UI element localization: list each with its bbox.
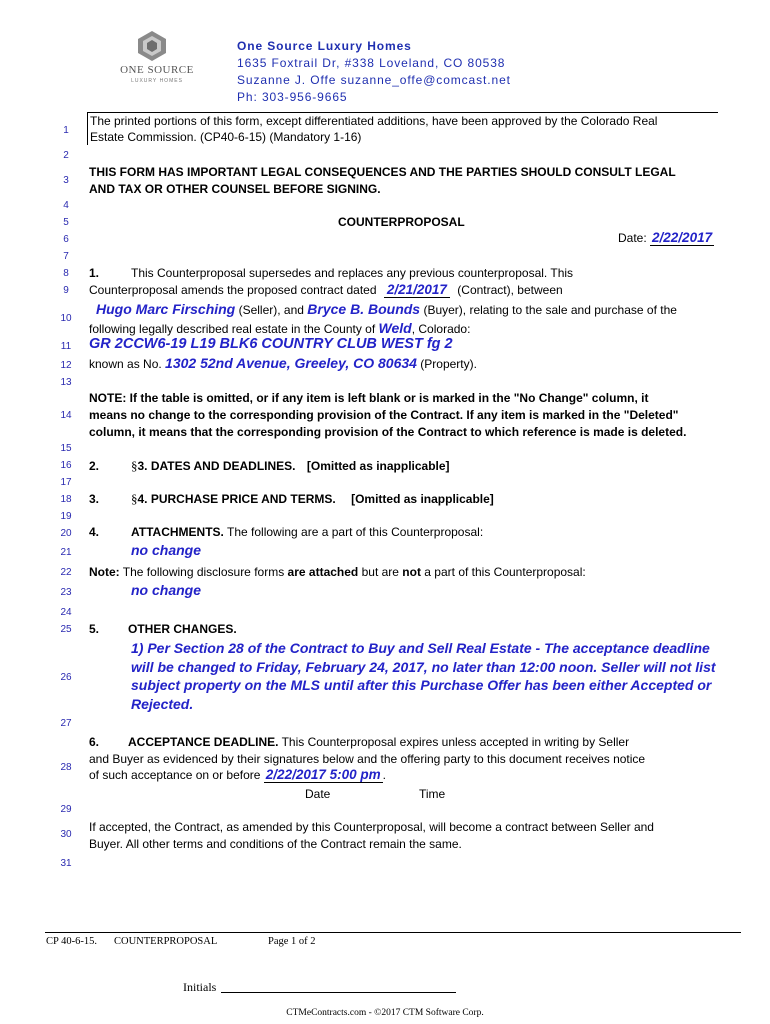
section-1-county-line: following legally described real estate in the County of Weld, Colorado: <box>89 320 471 336</box>
logo-subtitle: LUXURY HOMES <box>131 78 183 84</box>
line-number: 19 <box>60 511 72 522</box>
section-3-number: 3. <box>89 492 100 506</box>
company-name: One Source Luxury Homes <box>237 39 412 53</box>
line-number: 4 <box>63 200 69 211</box>
line-number: 25 <box>60 624 72 635</box>
other-changes-line: Rejected. <box>131 695 194 712</box>
legal-warning-line: AND TAX OR OTHER COUNSEL BEFORE SIGNING. <box>89 182 381 196</box>
omitted-status: [Omitted as inapplicable] <box>306 459 450 473</box>
closing-line: Buyer. All other terms and conditions of the Contract remain the same. <box>89 837 462 851</box>
date-field[interactable]: 2/22/2017 <box>652 230 713 245</box>
footer-page-number: Page 1 of 2 <box>268 936 316 947</box>
buyer-name-field[interactable]: Bryce B. Bounds <box>307 301 421 317</box>
section-2-heading: §3. DATES AND DEADLINES. [Omitted as inapplicable] <box>131 458 450 473</box>
other-changes-line: 1) Per Section 28 of the Contract to Buy and Sell Real Estate - The acceptance deadline <box>131 640 710 656</box>
section-6-number: 6. <box>89 735 100 749</box>
line-number: 10 <box>60 313 72 324</box>
section-1-text: This Counterproposal supersedes and replaces any previous counterproposal. This <box>131 266 574 280</box>
document-title: COUNTERPROPOSAL <box>338 215 465 229</box>
other-changes-field[interactable] <box>131 639 716 713</box>
line-number: 11 <box>60 341 72 352</box>
section-1-address-line: known as No. 1302 52nd Avenue, Greeley, CO 80634 (Property). <box>89 355 477 371</box>
section-symbol: § <box>131 491 138 506</box>
attachments-field[interactable]: no change <box>131 542 202 558</box>
deadline-date-label: Date <box>305 787 331 801</box>
deadline-time-label: Time <box>419 787 446 801</box>
initials-field[interactable] <box>221 992 456 993</box>
date-label: Date: <box>618 231 647 245</box>
property-address-field[interactable]: 1302 52nd Avenue, Greeley, CO 80634 <box>165 355 417 371</box>
line-number: 20 <box>60 528 72 539</box>
section-1-parties-line: Hugo Marc Firsching (Seller), and Bryce B. Bounds (Buyer), relating to the sale and purchase of the <box>96 301 677 317</box>
line-number: 12 <box>60 360 72 371</box>
line-number: 5 <box>63 217 69 228</box>
section-symbol: § <box>131 458 138 473</box>
line-number: 3 <box>63 175 69 186</box>
section-3-heading: §4. PURCHASE PRICE AND TERMS. [Omitted as inapplicable] <box>131 491 494 506</box>
company-logo <box>92 30 222 92</box>
other-changes-line: subject property on the MLS until after this Purchase Offer has been either Accepted or <box>131 677 712 693</box>
section-4-number: 4. <box>89 525 100 539</box>
line-number: 15 <box>60 443 72 454</box>
section-5-title: OTHER CHANGES. <box>128 622 237 636</box>
other-changes-line: will be changed to Friday, February 24, 2017, no later than 12:00 noon. Seller will not list <box>131 658 716 675</box>
house-logo-icon <box>136 30 168 62</box>
date-row <box>618 230 714 246</box>
contract-date-field[interactable]: 2/21/2017 <box>384 282 450 298</box>
section-6-text: and Buyer as evidenced by their signatures below and the offering party to this document receives notice <box>89 752 646 766</box>
line-number: 24 <box>60 607 72 618</box>
line-number: 18 <box>60 494 72 505</box>
section-2-number: 2. <box>89 459 100 473</box>
line-number: 26 <box>60 672 72 683</box>
section-6-heading: ACCEPTANCE DEADLINE. This Counterproposal expires unless accepted in writing by Seller <box>128 735 630 749</box>
section-1-contract-line: Counterproposal amends the proposed contract dated 2/21/2017 (Contract), between <box>89 282 563 297</box>
line-number: 21 <box>60 547 72 558</box>
omitted-status: [Omitted as inapplicable] <box>351 492 494 506</box>
section-4-heading: ATTACHMENTS. The following are a part of this Counterproposal: <box>131 525 484 539</box>
line-number: 1 <box>63 125 69 136</box>
footer-rule <box>45 932 741 933</box>
seller-name-field[interactable]: Hugo Marc Firsching <box>96 301 236 317</box>
line-number: 31 <box>60 858 72 869</box>
note-line: means no change to the corresponding provision of the Contract. If any item is marked in the "Deleted" <box>89 408 679 422</box>
line-number: 2 <box>63 150 69 161</box>
approval-notice-line: The printed portions of this form, except differentiated additions, have been approved by the Colorado Real <box>90 114 658 128</box>
line-number: 17 <box>60 477 72 488</box>
line-number: 16 <box>60 460 72 471</box>
line-number: 30 <box>60 829 72 840</box>
line-number: 7 <box>63 251 69 262</box>
disclosure-note: Note: The following disclosure forms are attached but are not a part of this Counterproposal: <box>89 565 586 579</box>
footer-form-id: CP 40-6-15. <box>46 936 97 947</box>
initials-label: Initials <box>183 980 217 994</box>
acceptance-deadline-field[interactable]: 2/22/2017 5:00 pm <box>265 767 381 782</box>
footer-form-name: COUNTERPROPOSAL <box>114 936 218 947</box>
footer-copyright: CTMeContracts.com - ©2017 CTM Software Corp. <box>286 1008 484 1018</box>
section-5-number: 5. <box>89 622 100 636</box>
logo-name: ONE SOURCE <box>120 64 194 76</box>
line-number: 9 <box>63 285 69 296</box>
line-number: 28 <box>60 762 72 773</box>
section-1-number: 1. <box>89 266 100 280</box>
line-number: 23 <box>60 587 72 598</box>
line-number: 13 <box>60 377 72 388</box>
disclosure-field[interactable]: no change <box>131 582 202 598</box>
section-6-deadline-line: of such acceptance on or before 2/22/2017 5:00 pm . <box>89 767 386 782</box>
note-line: NOTE: If the table is omitted, or if any item is left blank or is marked in the "No Change" column, it <box>89 391 649 405</box>
note-line: column, it means that the corresponding provision of the Contract to which reference is made is deleted. <box>89 425 687 439</box>
line-number: 29 <box>60 804 72 815</box>
line-number: 22 <box>60 567 72 578</box>
approval-notice <box>87 112 718 145</box>
line-number: 14 <box>60 410 72 421</box>
company-phone: Ph: 303-956-9665 <box>237 90 348 104</box>
approval-notice-line: Estate Commission. (CP40-6-15) (Mandatory 1-16) <box>90 130 362 144</box>
company-address: 1635 Foxtrail Dr, #338 Loveland, CO 80538 <box>237 56 506 70</box>
line-number: 27 <box>60 718 72 729</box>
legal-warning-line: THIS FORM HAS IMPORTANT LEGAL CONSEQUENCES AND THE PARTIES SHOULD CONSULT LEGAL <box>89 165 676 179</box>
line-number: 6 <box>63 234 69 245</box>
line-number: 8 <box>63 268 69 279</box>
legal-description-field[interactable]: GR 2CCW6-19 L19 BLK6 COUNTRY CLUB WEST fg 2 <box>89 336 453 352</box>
company-contact: Suzanne J. Offe suzanne_offe@comcast.net <box>237 73 511 87</box>
closing-line: If accepted, the Contract, as amended by this Counterproposal, will become a contract between Seller and <box>89 820 654 834</box>
county-field[interactable]: Weld <box>378 320 412 336</box>
